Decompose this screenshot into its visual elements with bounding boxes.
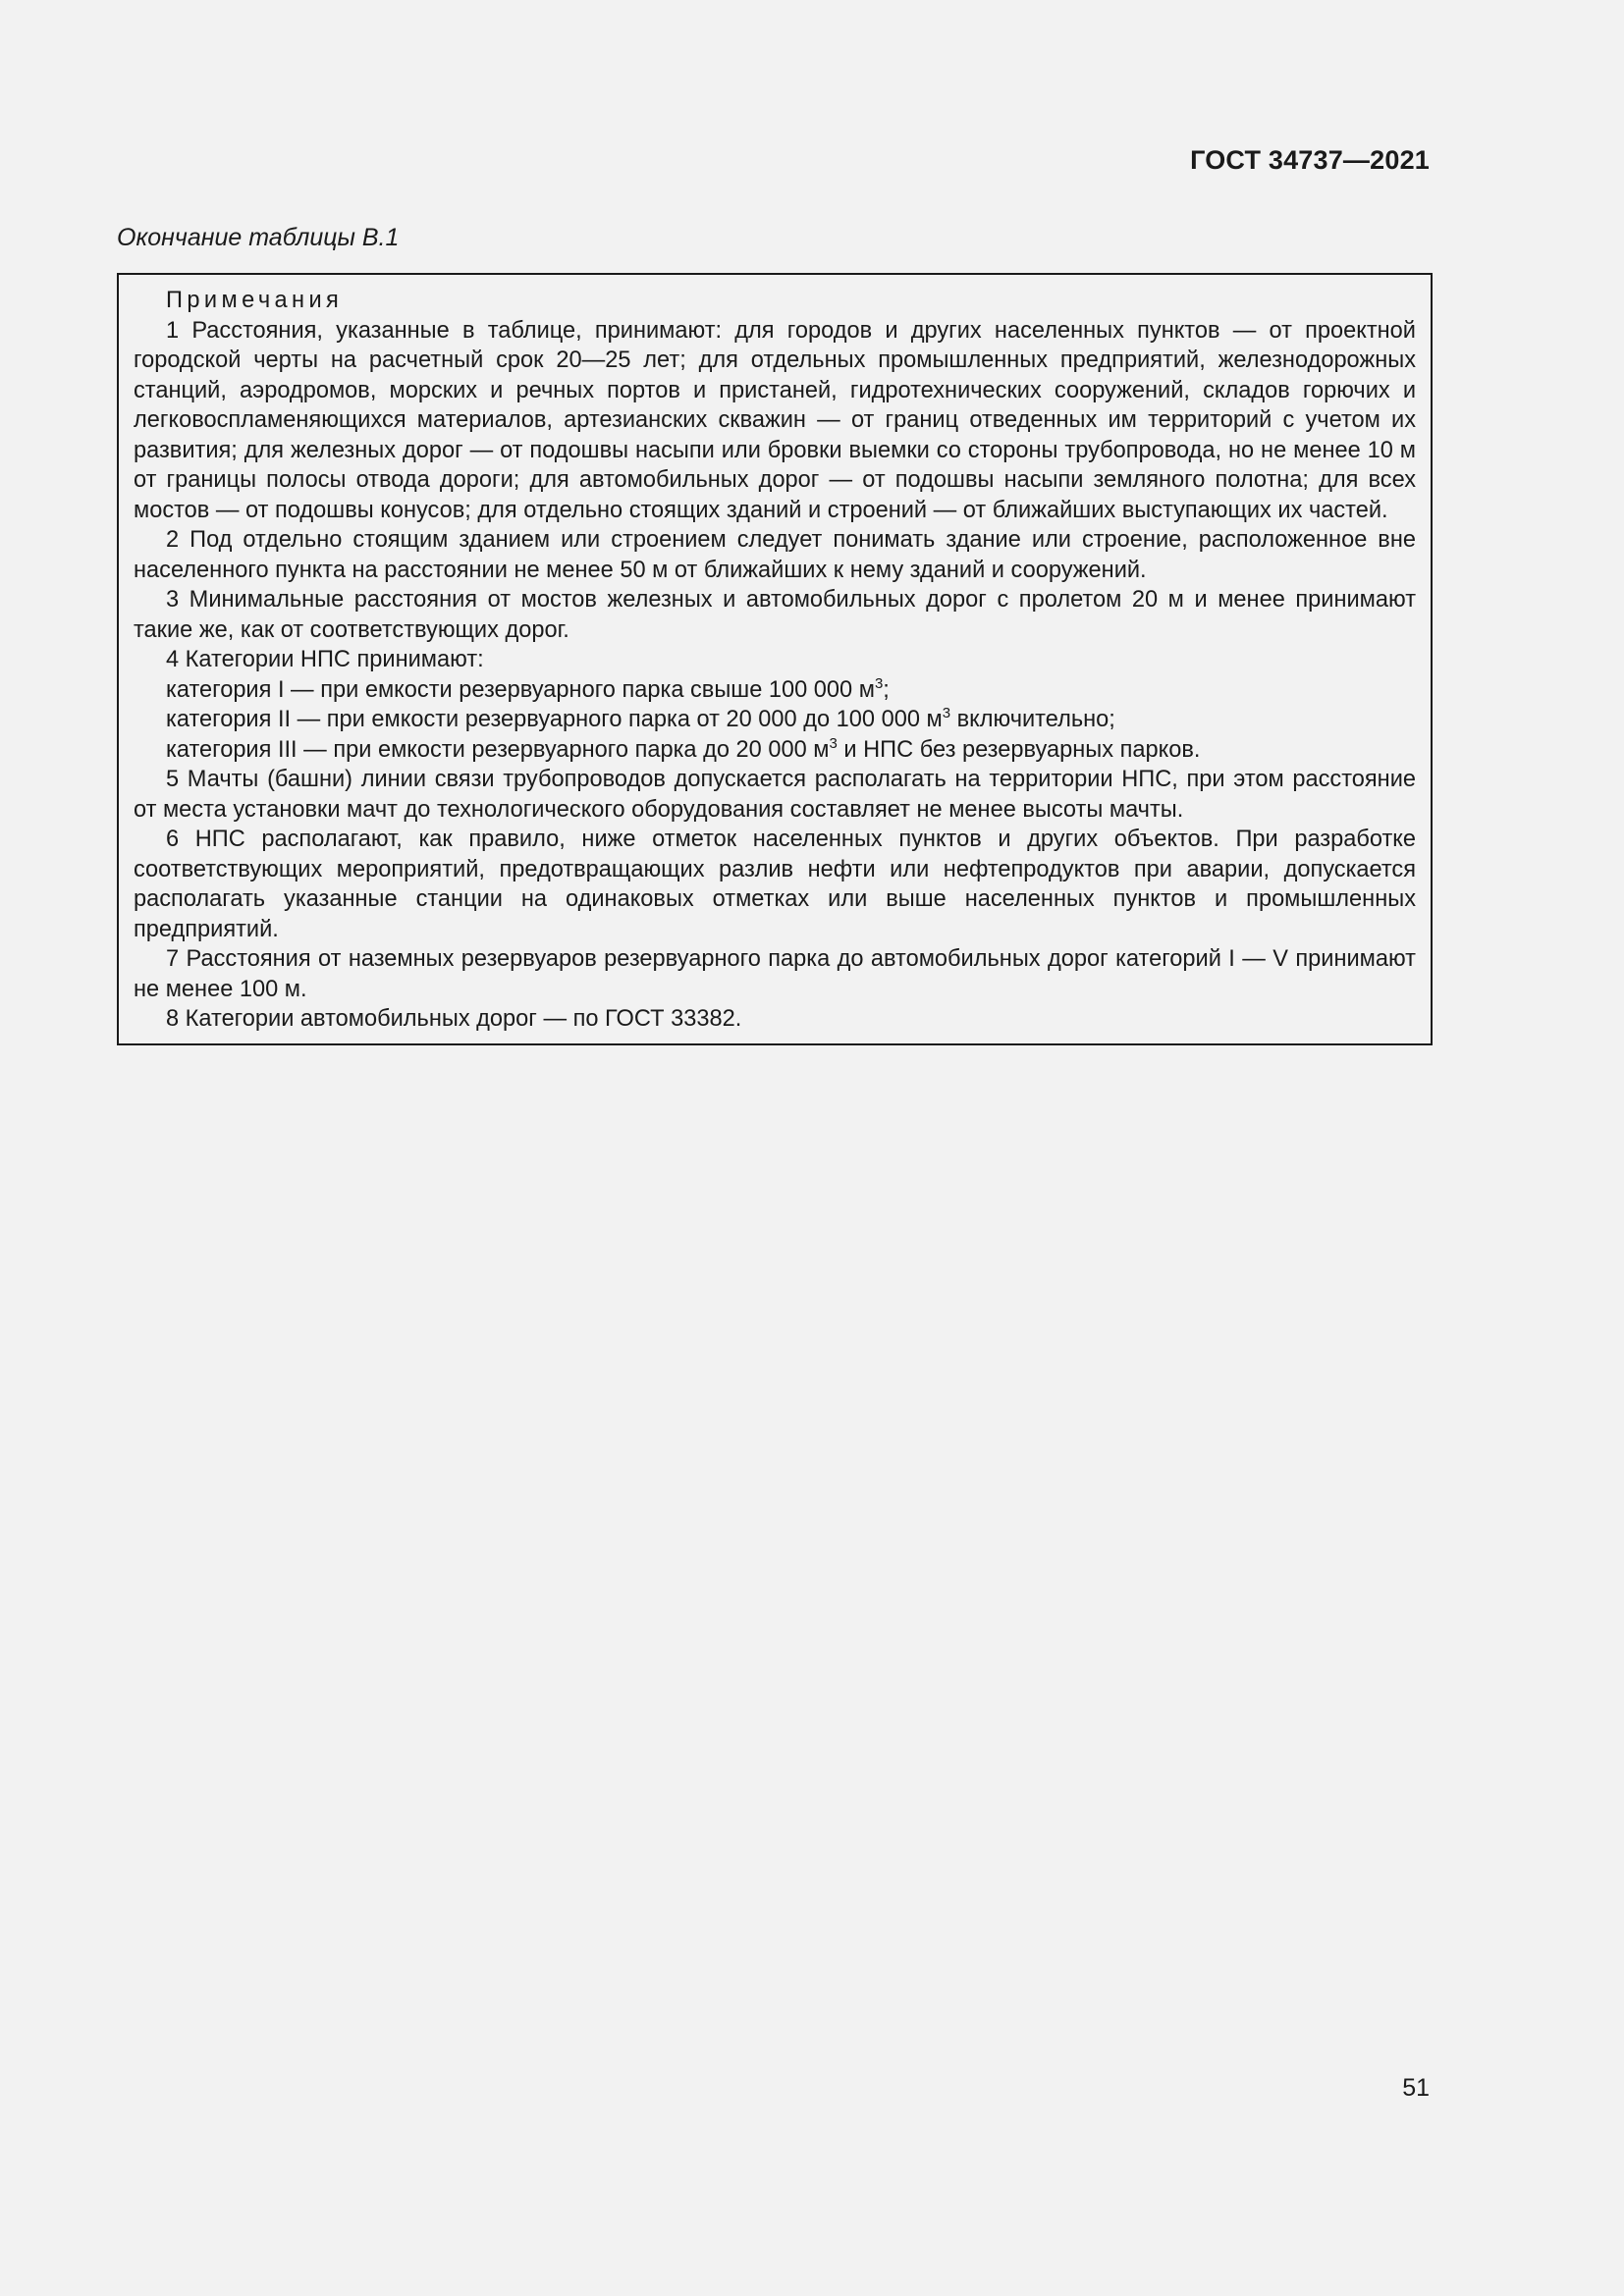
- notes-title: Примечания: [166, 288, 344, 313]
- note-item-3: 3 Минимальные расстояния от мостов железных и автомобильных дорог с пролетом 20 м и менее принимают такие же, как от соответствующих дорог.: [134, 587, 1416, 643]
- superscript: 3: [829, 734, 838, 752]
- page-number: 51: [1402, 2074, 1430, 2102]
- category-line-1: [134, 675, 1416, 706]
- note-item-6: 6 НПС располагают, как правило, ниже отметок населенных пунктов и других объектов. При разработке соответствующих мероприятий, предотвращающих разлив нефти или нефтепродуктов при аварии, допускается располагать указанные станции на одинаковых отметках или выше населенных пунктов и промышленных предприятий.: [134, 827, 1416, 942]
- note-item-8: 8 Категории автомобильных дорог — по ГОСТ 33382.: [166, 1006, 742, 1032]
- superscript: 3: [942, 705, 951, 721]
- note-item-2: 2 Под отдельно стоящим зданием или строением следует понимать здание или строение, расположенное вне населенного пункта на расстоянии не менее 50 м от ближайших к нему зданий и сооружений.: [134, 527, 1416, 583]
- category-text-end: и НПС без резервуарных парков.: [837, 736, 1201, 763]
- notes-box: [117, 273, 1433, 1045]
- category-text-end: ;: [883, 676, 890, 703]
- category-line-2: [134, 705, 1416, 735]
- category-text: категория I — при емкости резервуарного парка свыше 100 000 м: [166, 676, 875, 703]
- category-text: категория II — при емкости резервуарного парка от 20 000 до 100 000 м: [166, 707, 943, 732]
- category-text: категория III — при емкости резервуарного парка до 20 000 м: [166, 736, 830, 763]
- category-line-3: [134, 735, 1416, 766]
- table-caption: Окончание таблицы В.1: [117, 224, 400, 251]
- superscript: 3: [874, 674, 884, 692]
- note-item-4: 4 Категории НПС принимают:: [166, 647, 484, 672]
- category-text-end: включительно;: [950, 707, 1115, 732]
- note-item-1: 1 Расстояния, указанные в таблице, принимают: для городов и других населенных пунктов — от проектной городской черты на расчетный срок 20—25 лет; для отдельных промышленных предприятий, железнодорожных станций, аэродромов, морских и речных портов и пристаней, гидротехнических сооружений, складов горючих и легковоспламеняющихся материалов, артезианских скважин — от границ отведенных им территорий с учетом их развития; для железных дорог — от подошвы насыпи или бровки выемки со стороны трубопровода, но не менее 10 м от границы полосы отвода дороги; для автомобильных дорог — от подошвы насыпи земляного полотна; для всех мостов — от подошвы конусов; для отдельно стоящих зданий и строений — от ближайших выступающих их частей.: [134, 317, 1416, 523]
- document-code: ГОСТ 34737—2021: [1190, 145, 1430, 175]
- note-item-7: 7 Расстояния от наземных резервуаров резервуарного парка до автомобильных дорог категорий I — V принимают не менее 100 м.: [134, 946, 1416, 1002]
- note-item-5: 5 Мачты (башни) линии связи трубопроводов допускается располагать на территории НПС, при этом расстояние от места установки мачт до технологического оборудования составляет не менее высоты мачты.: [134, 767, 1416, 823]
